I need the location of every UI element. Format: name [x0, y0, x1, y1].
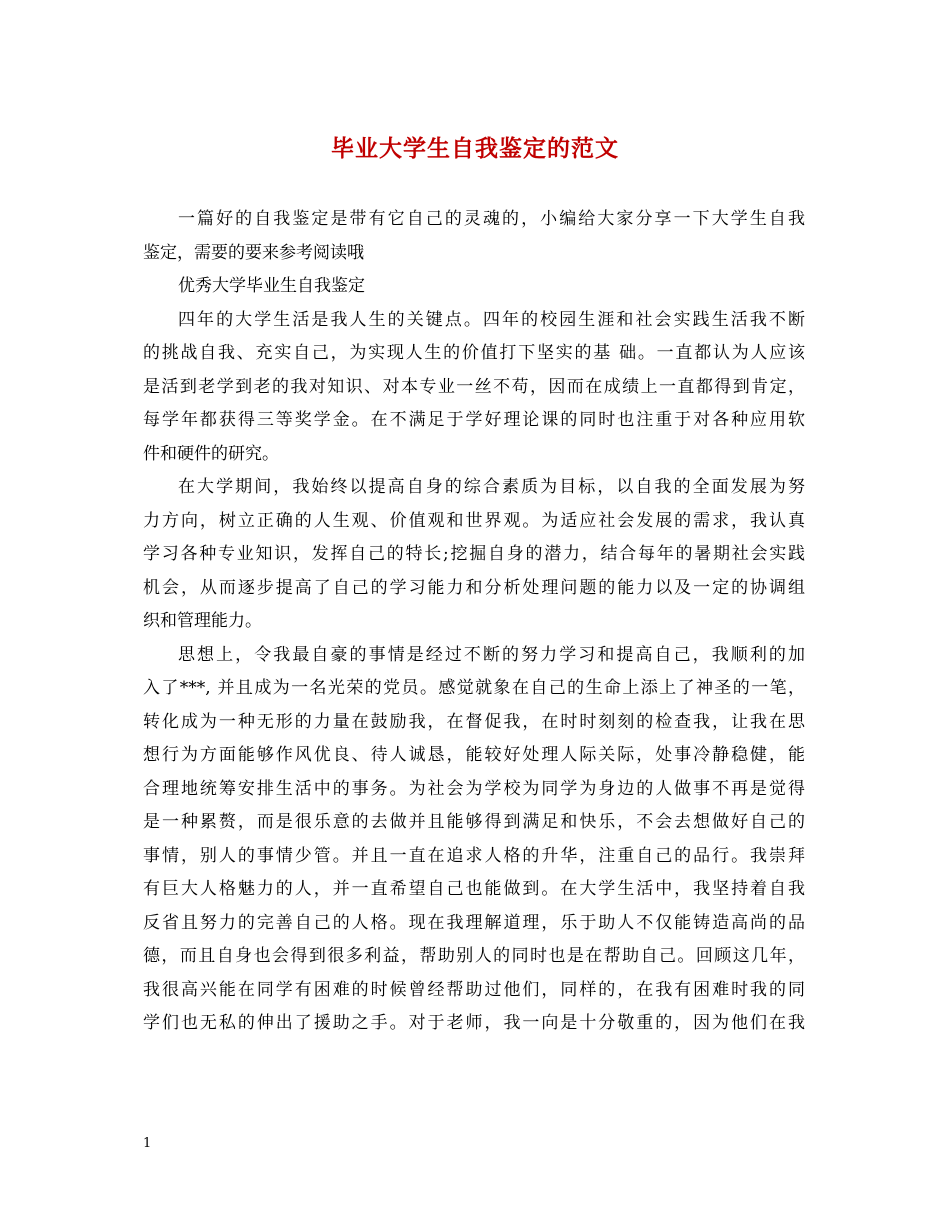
- paragraph-line: 反省且努力的完善自己的人格。现在我理解道理，乐于助人不仅能铸造高尚的品: [143, 912, 805, 933]
- section-heading: 优秀大学毕业生自我鉴定: [178, 276, 365, 296]
- document-title: 毕业大学生自我鉴定的范文: [331, 135, 619, 162]
- paragraph-line: 想行为方面能够作风优良、待人诚恳，能较好处理人际关际，处事冷静稳健，能: [143, 745, 805, 765]
- paragraph-line: 件和硬件的研究。: [143, 443, 279, 464]
- paragraph-line: 在大学期间，我始终以提高自身的综合素质为目标，以自我的全面发展为努: [178, 477, 805, 497]
- paragraph-line: 机会，从而逐步提高了自己的学习能力和分析处理问题的能力以及一定的协调组: [143, 577, 805, 598]
- paragraph-line: 的挑战自我、充实自己，为实现人生的价值打下坚实的基 础。一直都认为人应该: [143, 343, 805, 363]
- paragraph-line: 转化成为一种无形的力量在鼓励我，在督促我，在时时刻刻的检查我，让我在思: [143, 711, 805, 732]
- paragraph-line: 是一种累赘，而是很乐意的去做并且能够得到满足和快乐，不会去想做好自己的: [143, 812, 805, 832]
- document-body: [143, 203, 805, 1041]
- paragraph-line: 合理地统筹安排生活中的事务。为社会为学校为同学为身边的人做事不再是觉得: [143, 778, 805, 799]
- paragraph-line: 我很高兴能在同学有困难的时候曾经帮助过他们，同样的，在我有困难时我的同: [143, 979, 805, 1000]
- paragraph-line: 是活到老学到老的我对知识、对本专业一丝不苟，因而在成绩上一直都得到肯定，: [143, 376, 805, 397]
- page-number: 1: [143, 1136, 152, 1151]
- paragraph-line: 每学年都获得三等奖学金。在不满足于学好理论课的同时也注重于对各种应用软: [143, 410, 805, 430]
- paragraph-line: 学们也无私的伸出了援助之手。对于老师，我一向是十分敬重的，因为他们在我: [143, 1013, 805, 1033]
- paragraph-line: 事情，别人的事情少管。并且一直在追求人格的升华，注重自己的品行。我崇拜: [143, 845, 805, 866]
- paragraph-line: 入了***, 并且成为一名光荣的党员。感觉就象在自己的生命上添上了神圣的一笔，: [143, 678, 805, 698]
- paragraph-line: 德，而且自身也会得到很多利益，帮助别人的同时也是在帮助自己。回顾这几年，: [143, 946, 805, 966]
- paragraph-line: 一篇好的自我鉴定是带有它自己的灵魂的，小编给大家分享一下大学生自我: [178, 209, 805, 229]
- paragraph-line: 力方向，树立正确的人生观、价值观和世界观。为适应社会发展的需求，我认真: [143, 510, 805, 531]
- paragraph-line: 鉴定，需要的要来参考阅读哦: [143, 242, 364, 263]
- paragraph-line: 四年的大学生活是我人生的关键点。四年的校园生涯和社会实践生活我不断: [178, 309, 805, 330]
- paragraph-line: 思想上，令我最自豪的事情是经过不断的努力学习和提高自己，我顺利的加: [178, 644, 805, 665]
- paragraph-line: 学习各种专业知识，发挥自己的特长;挖掘自身的潜力，结合每年的暑期社会实践: [143, 544, 805, 564]
- paragraph-line: 有巨大人格魅力的人，并一直希望自己也能做到。在大学生活中，我坚持着自我: [143, 879, 805, 899]
- paragraph-line: 织和管理能力。: [143, 611, 262, 631]
